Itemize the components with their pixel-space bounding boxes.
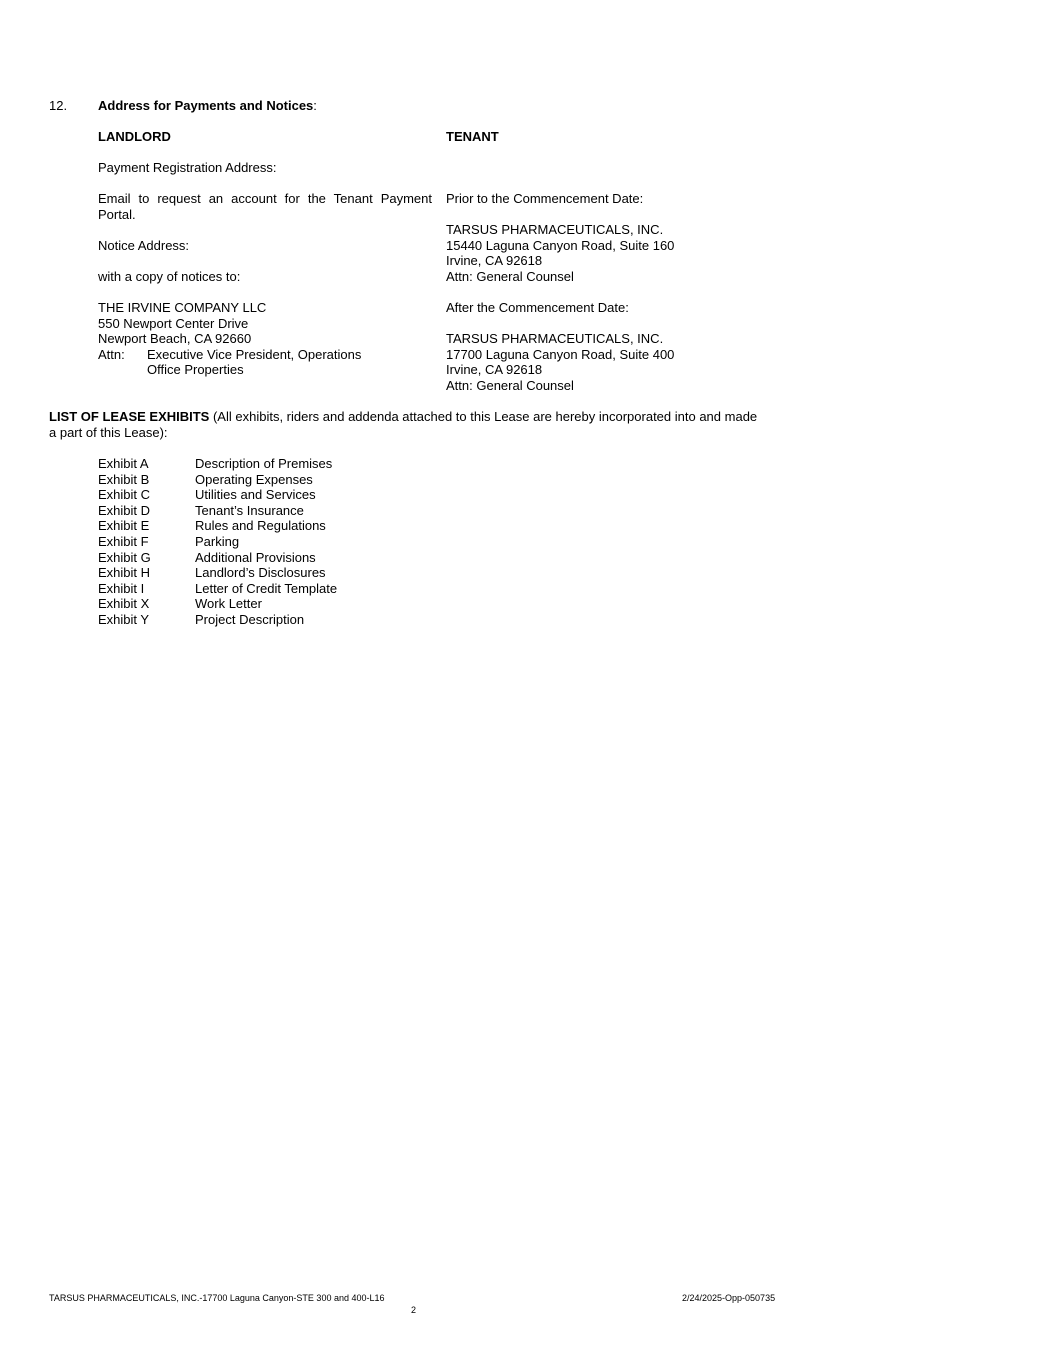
exhibits-intro-line1 — [49, 409, 757, 425]
exhibit-label: Exhibit A — [98, 456, 149, 471]
tenant-after-company: TARSUS PHARMACEUTICALS, INC. — [446, 331, 664, 346]
section-title-suffix: : — [313, 98, 317, 113]
notice-address-label: Notice Address: — [98, 238, 190, 253]
tenant-prior-company: TARSUS PHARMACEUTICALS, INC. — [446, 222, 664, 237]
exhibit-label: Exhibit H — [98, 565, 151, 580]
exhibit-label: Exhibit C — [98, 487, 151, 502]
landlord-attn-label: Attn: — [98, 347, 125, 362]
exhibit-description: Description of Premises — [195, 456, 333, 471]
exhibit-description: Tenant’s Insurance — [195, 503, 304, 518]
section-number: 12. — [49, 98, 68, 113]
exhibit-label: Exhibit X — [98, 596, 150, 611]
tenant-after-attn: Attn: General Counsel — [446, 378, 574, 393]
landlord-city: Newport Beach, CA 92660 — [98, 331, 252, 346]
section-title: Address for Payments and Notices — [98, 98, 314, 113]
exhibit-label: Exhibit G — [98, 550, 151, 565]
copy-of-notices-label: with a copy of notices to: — [98, 269, 241, 284]
tenant-prior-attn: Attn: General Counsel — [446, 269, 574, 284]
landlord-heading: LANDLORD — [98, 129, 171, 144]
exhibit-label: Exhibit Y — [98, 612, 150, 627]
exhibit-label: Exhibit F — [98, 534, 149, 549]
landlord-company: THE IRVINE COMPANY LLC — [98, 300, 267, 315]
exhibit-description: Landlord’s Disclosures — [195, 565, 326, 580]
landlord-street: 550 Newport Center Drive — [98, 316, 249, 331]
exhibit-label: Exhibit B — [98, 472, 150, 487]
tenant-after-label: After the Commencement Date: — [446, 300, 629, 315]
exhibit-description: Utilities and Services — [195, 487, 316, 502]
exhibit-label: Exhibit E — [98, 518, 150, 533]
section-heading — [98, 98, 317, 114]
exhibit-description: Letter of Credit Template — [195, 581, 338, 596]
exhibits-intro-text: (All exhibits, riders and addenda attached to this Lease are hereby incorporated into and made — [209, 409, 758, 424]
exhibit-description: Project Description — [195, 612, 305, 627]
footer-left: TARSUS PHARMACEUTICALS, INC.-17700 Laguna Canyon-STE 300 and 400-L16 — [49, 1293, 385, 1303]
exhibit-description: Parking — [195, 534, 240, 549]
exhibit-label: Exhibit D — [98, 503, 151, 518]
email-request-line1: Email to request an account for the Tenant Payment — [98, 191, 432, 206]
exhibit-label: Exhibit I — [98, 581, 145, 596]
exhibits-intro-line2: a part of this Lease): — [49, 425, 168, 440]
exhibit-description: Operating Expenses — [195, 472, 313, 487]
tenant-prior-street: 15440 Laguna Canyon Road, Suite 160 — [446, 238, 675, 253]
tenant-prior-city: Irvine, CA 92618 — [446, 253, 543, 268]
exhibit-description: Work Letter — [195, 596, 262, 611]
exhibit-description: Additional Provisions — [195, 550, 316, 565]
tenant-after-street: 17700 Laguna Canyon Road, Suite 400 — [446, 347, 675, 362]
exhibit-description: Rules and Regulations — [195, 518, 326, 533]
tenant-heading: TENANT — [446, 129, 499, 144]
tenant-prior-label: Prior to the Commencement Date: — [446, 191, 644, 206]
payment-registration-label: Payment Registration Address: — [98, 160, 277, 175]
landlord-attn-line2: Office Properties — [147, 362, 244, 377]
exhibits-title: LIST OF LEASE EXHIBITS — [49, 409, 210, 424]
tenant-after-city: Irvine, CA 92618 — [446, 362, 543, 377]
page-number: 2 — [411, 1305, 417, 1315]
email-request-line2: Portal. — [98, 207, 136, 222]
landlord-attn-line1: Executive Vice President, Operations — [147, 347, 362, 362]
footer-right: 2/24/2025-Opp-050735 — [682, 1293, 776, 1303]
